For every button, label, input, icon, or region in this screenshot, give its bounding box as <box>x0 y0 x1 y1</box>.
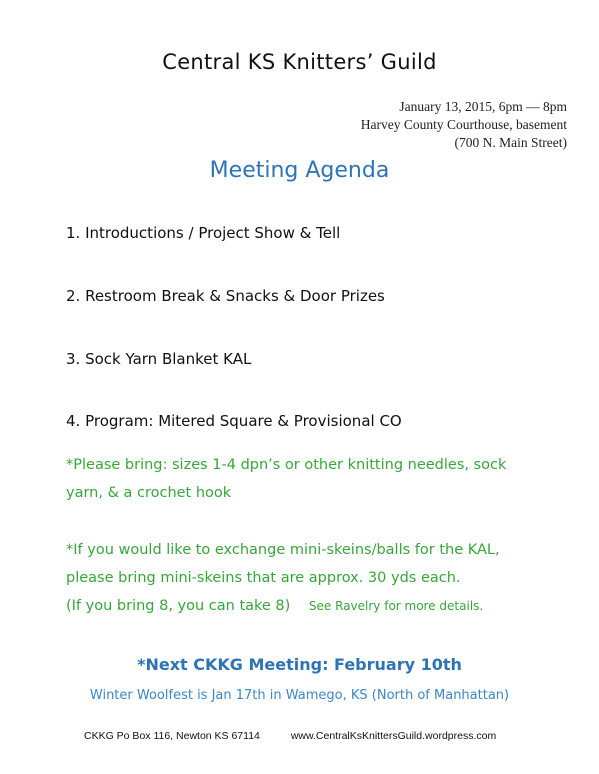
bring-note-line-2: yarn, & a crochet hook <box>66 485 232 501</box>
agenda-heading: Meeting Agenda <box>209 158 390 183</box>
exchange-rule: (If you bring 8, you can take 8) <box>66 598 291 614</box>
exchange-note <box>66 536 500 620</box>
bring-note <box>66 451 506 507</box>
meeting-location: Harvey County Courthouse, basement <box>360 117 567 132</box>
meeting-date-time: January 13, 2015, 6pm — 8pm <box>399 99 567 114</box>
agenda-item-3: 3. Sock Yarn Blanket KAL <box>66 350 252 368</box>
exchange-note-line-1: *If you would like to exchange mini-skeins/balls for the KAL, <box>66 542 500 558</box>
agenda-item-2: 2. Restroom Break & Snacks & Door Prizes <box>66 287 385 305</box>
exchange-note-line-3 <box>66 592 500 620</box>
exchange-note-line-2: please bring mini-skeins that are approx. 30 yds each. <box>66 570 461 586</box>
ravelry-note: See Ravelry for more details. <box>308 599 484 613</box>
footer-website: www.CentralKsKnittersGuild.wordpress.com <box>290 730 497 742</box>
page-title: Central KS Knitters’ Guild <box>162 50 437 74</box>
meeting-address: (700 N. Main Street) <box>454 135 567 150</box>
footer-address: CKKG Po Box 116, Newton KS 67114 <box>84 730 260 742</box>
bring-note-line-1: *Please bring: sizes 1-4 dpn’s or other knitting needles, sock <box>66 457 507 473</box>
next-meeting: *Next CKKG Meeting: February 10th <box>137 655 462 674</box>
meeting-details <box>361 98 567 152</box>
agenda-item-4: 4. Program: Mitered Square & Provisional CO <box>66 412 402 430</box>
agenda-item-1: 1. Introductions / Project Show & Tell <box>66 224 341 242</box>
footer <box>84 730 496 742</box>
woolfest-note: Winter Woolfest is Jan 17th in Wamego, KS (North of Manhattan) <box>89 688 510 703</box>
